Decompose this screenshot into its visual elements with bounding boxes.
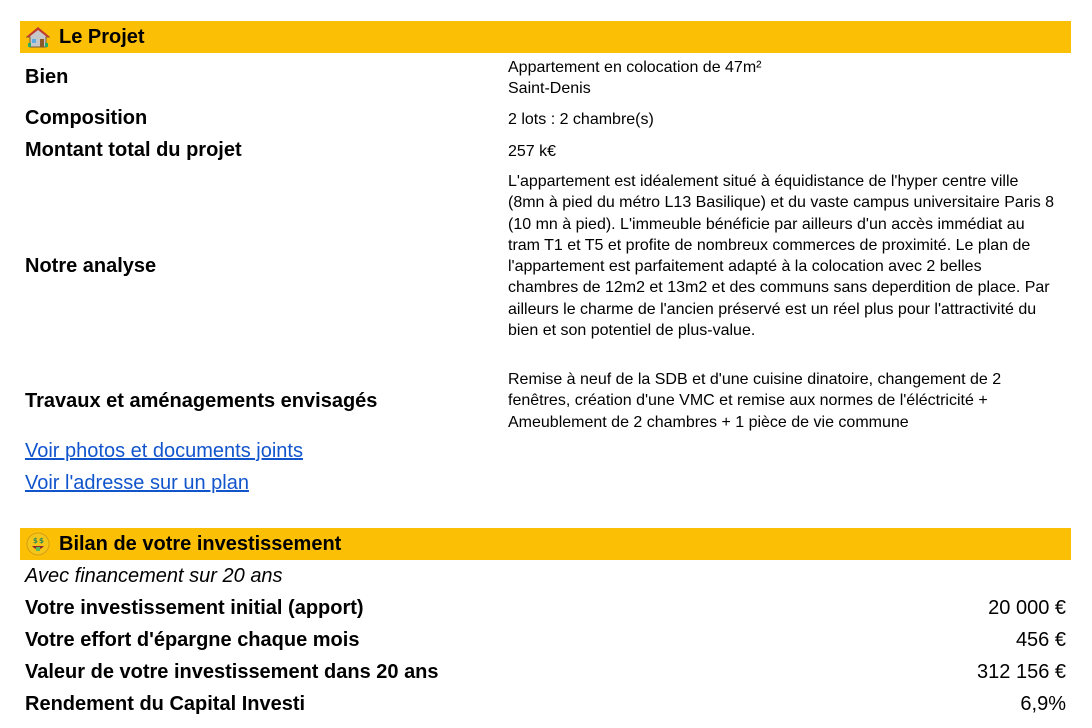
travaux-value: Remise à neuf de la SDB et d'une cuisine dinatoire, changement de 2 fenêtres, création d'une VMC et remise aux normes de l'éléctricité + Ameublement de 2 chambres + 1 pièce de vie commune xyxy=(508,371,1002,431)
projet-section-header xyxy=(20,21,1071,53)
travaux-label: Travaux et aménagements envisagés xyxy=(25,390,378,412)
bilan-row-value: 6,9% xyxy=(1020,693,1066,715)
bien-label: Bien xyxy=(25,66,69,88)
svg-text:$: $ xyxy=(39,537,44,545)
bien-type: Appartement en colocation de 47m² xyxy=(508,59,762,76)
analyse-label: Notre analyse xyxy=(25,255,157,277)
bilan-row-label: Votre effort d'épargne chaque mois xyxy=(25,629,360,651)
composition-value: 2 lots : 2 chambre(s) xyxy=(508,111,654,128)
analyse-value: L'appartement est idéalement situé à équidistance de l'hyper centre ville (8mn à pied du métro L13 Basilique) et du vaste campus universitaire Paris 8 (10 mn à pied). L'immeuble bénéficie par ailleurs d'un accès immédiat au tram T1 et T5 et profite de nombreux commerces de proximité. Le plan de l'appartement est parfaitement adapté à la colocation avec 2 belles chambres de 12m2 et 13m2 et des communs sans deperdition de place. Par ailleurs le charme de l'ancien préservé est un réel plus pour l'attractivité du bien et son potentiel de plus-value. xyxy=(508,173,1055,340)
bilan-row-value: 20 000 € xyxy=(988,597,1066,619)
bilan-row-label: Rendement du Capital Investi xyxy=(25,693,306,715)
bilan-row-value: 456 € xyxy=(1015,629,1066,651)
bilan-row-value: 312 156 € xyxy=(977,661,1066,683)
house-icon xyxy=(25,24,51,50)
bilan-row-label: Votre investissement initial (apport) xyxy=(25,597,364,619)
bien-value xyxy=(508,57,1068,100)
bilan-subtitle: Avec financement sur 20 ans xyxy=(25,565,283,587)
composition-label: Composition xyxy=(25,107,148,129)
bien-city: Saint-Denis xyxy=(508,80,591,98)
bilan-section-title: Bilan de votre investissement xyxy=(59,532,342,555)
bilan-section-header xyxy=(20,528,1071,560)
montant-label: Montant total du projet xyxy=(25,139,242,161)
money-face-icon xyxy=(25,531,51,557)
bilan-row-label: Valeur de votre investissement dans 20 ans xyxy=(25,661,439,683)
svg-text:$: $ xyxy=(33,537,38,545)
photos-documents-link[interactable]: Voir photos et documents joints xyxy=(25,440,303,462)
projet-section-title: Le Projet xyxy=(59,25,145,48)
address-map-link[interactable]: Voir l'adresse sur un plan xyxy=(25,472,249,494)
montant-value: 257 k€ xyxy=(508,143,557,160)
